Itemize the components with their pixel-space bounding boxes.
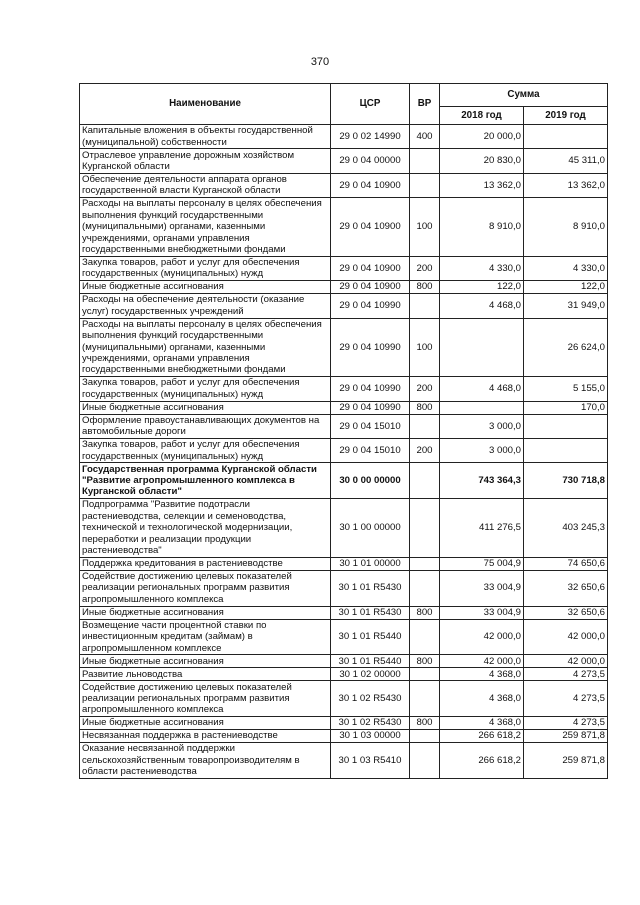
row-csr: 30 1 01 R5440 [331,619,410,655]
row-name: Иные бюджетные ассигнования [80,281,331,294]
row-sum-2019: 4 273,5 [524,681,608,717]
header-year-2018: 2018 год [440,107,524,125]
row-sum-2018: 411 276,5 [440,499,524,558]
row-sum-2019: 259 871,8 [524,743,608,779]
row-vr: 200 [410,438,440,462]
row-csr: 29 0 04 15010 [331,438,410,462]
table-row [80,557,608,570]
header-csr: ЦСР [331,84,410,125]
table-row [80,438,608,462]
row-vr [410,570,440,606]
row-csr: 30 1 03 R5410 [331,743,410,779]
row-csr: 29 0 04 10990 [331,401,410,414]
table-row [80,570,608,606]
row-sum-2019: 74 650,6 [524,557,608,570]
table-body [80,125,608,779]
row-sum-2019: 4 273,5 [524,717,608,730]
table-row [80,318,608,377]
table-row [80,414,608,438]
row-sum-2019 [524,438,608,462]
row-vr: 200 [410,377,440,401]
row-csr: 30 1 00 00000 [331,499,410,558]
row-sum-2019: 4 330,0 [524,256,608,280]
row-name: Иные бюджетные ассигнования [80,401,331,414]
header-name: Наименование [80,84,331,125]
row-csr: 30 1 02 00000 [331,668,410,681]
row-vr: 100 [410,198,440,257]
row-sum-2018: 4 368,0 [440,717,524,730]
table-row [80,463,608,499]
row-name: Поддержка кредитования в растениеводстве [80,557,331,570]
row-csr: 30 1 02 R5430 [331,681,410,717]
row-sum-2018: 42 000,0 [440,619,524,655]
row-vr: 200 [410,256,440,280]
row-name: Подпрограмма "Развитие подотрасли растениеводства, селекции и семеноводства, технической и технологической модернизации, переработки и реализации продукции растениеводства" [80,499,331,558]
row-name: Содействие достижению целевых показателей реализации региональных программ развития агропромышленного комплекса [80,681,331,717]
table-row [80,730,608,743]
table-row [80,294,608,318]
header-vr: ВР [410,84,440,125]
row-sum-2019: 259 871,8 [524,730,608,743]
row-vr [410,668,440,681]
row-csr: 29 0 04 10900 [331,198,410,257]
row-sum-2019: 4 273,5 [524,668,608,681]
row-vr [410,173,440,197]
row-name: Расходы на обеспечение деятельности (оказание услуг) государственных учреждений [80,294,331,318]
row-name: Обеспечение деятельности аппарата органов государственной власти Курганской области [80,173,331,197]
row-sum-2018 [440,401,524,414]
row-csr: 29 0 04 00000 [331,149,410,173]
row-sum-2018: 266 618,2 [440,730,524,743]
row-sum-2018: 3 000,0 [440,438,524,462]
row-sum-2018: 4 330,0 [440,256,524,280]
table-row [80,606,608,619]
row-name: Отраслевое управление дорожным хозяйством Курганской области [80,149,331,173]
row-sum-2019: 8 910,0 [524,198,608,257]
row-csr: 30 1 01 R5430 [331,570,410,606]
row-sum-2018: 33 004,9 [440,606,524,619]
row-vr [410,499,440,558]
row-name: Государственная программа Курганской области "Развитие агропромышленного комплекса в Курганской области" [80,463,331,499]
row-vr [410,619,440,655]
row-sum-2019: 26 624,0 [524,318,608,377]
row-name: Возмещение части процентной ставки по инвестиционным кредитам (займам) в агропромышленном комплексе [80,619,331,655]
row-vr [410,557,440,570]
row-sum-2018: 3 000,0 [440,414,524,438]
row-name: Оформление правоустанавливающих документов на автомобильные дороги [80,414,331,438]
row-sum-2019: 31 949,0 [524,294,608,318]
table-row [80,499,608,558]
table-row [80,668,608,681]
row-name: Расходы на выплаты персоналу в целях обеспечения выполнения функций государственными (муниципальными) органами, казенными учреждениями, органами управления государственными внебюджетными фондами [80,198,331,257]
row-sum-2019: 403 245,3 [524,499,608,558]
row-name: Закупка товаров, работ и услуг для обеспечения государственных (муниципальных) нужд [80,256,331,280]
row-sum-2018: 122,0 [440,281,524,294]
row-sum-2019: 170,0 [524,401,608,414]
row-sum-2018: 4 368,0 [440,681,524,717]
row-csr: 30 1 01 00000 [331,557,410,570]
row-name: Содействие достижению целевых показателей реализации региональных программ развития агропромышленного комплекса [80,570,331,606]
row-sum-2019: 32 650,6 [524,570,608,606]
table-row [80,281,608,294]
row-name: Закупка товаров, работ и услуг для обеспечения государственных (муниципальных) нужд [80,377,331,401]
row-sum-2019: 730 718,8 [524,463,608,499]
row-csr: 30 0 00 00000 [331,463,410,499]
row-vr [410,294,440,318]
row-sum-2018: 743 364,3 [440,463,524,499]
row-sum-2018: 4 368,0 [440,668,524,681]
page-number: 370 [310,56,330,68]
row-csr: 29 0 02 14990 [331,125,410,149]
row-sum-2018: 4 468,0 [440,377,524,401]
row-sum-2018: 13 362,0 [440,173,524,197]
header-sum: Сумма [440,84,608,107]
row-name: Закупка товаров, работ и услуг для обеспечения государственных (муниципальных) нужд [80,438,331,462]
row-name: Иные бюджетные ассигнования [80,655,331,668]
row-vr [410,149,440,173]
row-name: Иные бюджетные ассигнования [80,606,331,619]
row-sum-2019: 122,0 [524,281,608,294]
row-csr: 30 1 02 R5430 [331,717,410,730]
row-sum-2018 [440,318,524,377]
row-name: Развитие льноводства [80,668,331,681]
row-sum-2018: 75 004,9 [440,557,524,570]
row-sum-2019: 32 650,6 [524,606,608,619]
row-csr: 29 0 04 10900 [331,173,410,197]
row-csr: 30 1 03 00000 [331,730,410,743]
row-sum-2019: 13 362,0 [524,173,608,197]
table-row [80,619,608,655]
table-row [80,173,608,197]
row-vr: 800 [410,655,440,668]
row-sum-2019: 5 155,0 [524,377,608,401]
row-csr: 29 0 04 10990 [331,377,410,401]
table-row [80,401,608,414]
table-row [80,681,608,717]
table-row [80,655,608,668]
budget-table [79,83,608,779]
row-name: Расходы на выплаты персоналу в целях обеспечения выполнения функций государственными (муниципальными) органами, казенными учреждениями, органами управления государственными внебюджетными фондами [80,318,331,377]
row-vr [410,730,440,743]
row-sum-2018: 33 004,9 [440,570,524,606]
row-vr [410,414,440,438]
row-sum-2018: 266 618,2 [440,743,524,779]
row-vr: 800 [410,717,440,730]
row-name: Оказание несвязанной поддержки сельскохозяйственным товаропроизводителям в области растениеводства [80,743,331,779]
table-row [80,125,608,149]
row-csr: 29 0 04 10900 [331,281,410,294]
row-sum-2018: 20 000,0 [440,125,524,149]
row-vr [410,681,440,717]
row-vr [410,463,440,499]
row-sum-2018: 42 000,0 [440,655,524,668]
row-csr: 30 1 01 R5440 [331,655,410,668]
row-csr: 29 0 04 10990 [331,318,410,377]
row-sum-2018: 8 910,0 [440,198,524,257]
row-vr: 100 [410,318,440,377]
row-name: Несвязанная поддержка в растениеводстве [80,730,331,743]
header-year-2019: 2019 год [524,107,608,125]
table-row [80,743,608,779]
row-csr: 30 1 01 R5430 [331,606,410,619]
row-sum-2019 [524,125,608,149]
row-vr: 400 [410,125,440,149]
row-sum-2019: 45 311,0 [524,149,608,173]
table-row [80,149,608,173]
row-vr: 800 [410,281,440,294]
row-csr: 29 0 04 10900 [331,256,410,280]
table-row [80,377,608,401]
row-name: Капитальные вложения в объекты государственной (муниципальной) собственности [80,125,331,149]
row-name: Иные бюджетные ассигнования [80,717,331,730]
row-csr: 29 0 04 10990 [331,294,410,318]
table-row [80,256,608,280]
row-sum-2019: 42 000,0 [524,619,608,655]
row-sum-2018: 4 468,0 [440,294,524,318]
row-sum-2019: 42 000,0 [524,655,608,668]
row-vr: 800 [410,401,440,414]
row-csr: 29 0 04 15010 [331,414,410,438]
row-vr [410,743,440,779]
row-sum-2019 [524,414,608,438]
row-vr: 800 [410,606,440,619]
table-row [80,198,608,257]
row-sum-2018: 20 830,0 [440,149,524,173]
table-row [80,717,608,730]
